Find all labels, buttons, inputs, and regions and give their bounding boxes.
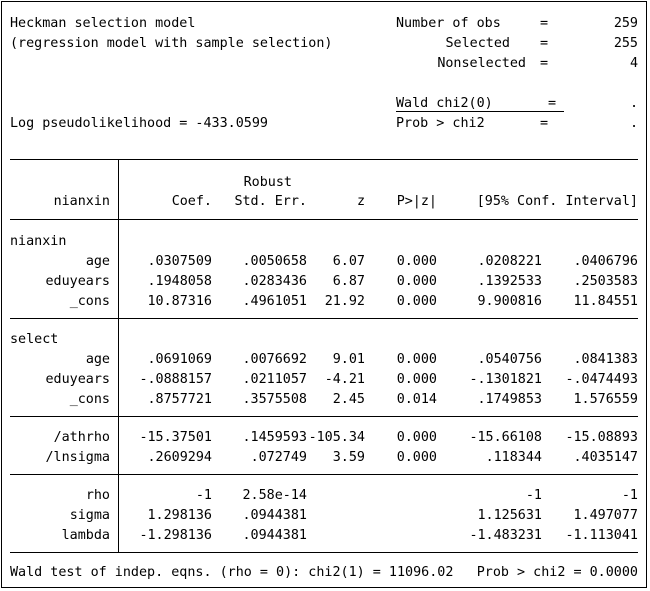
column-separator [118,159,119,552]
cell-hi: 1.576559 [573,391,638,407]
row-label: age [85,352,110,367]
cell-se: .0283436 [242,273,307,289]
cell-hi: 1.497077 [573,507,638,523]
cell-z: 21.92 [324,293,365,309]
cell-coef: -1 [195,488,212,503]
cell-lo: .0208221 [477,254,542,269]
robust-header: Robust [243,175,292,190]
stata-output-panel [1,1,647,588]
cell-se: .0076692 [242,352,307,367]
wald-test-indep: Wald test of indep. eqns. (rho = 0): chi2(1) = 11096.02 [10,565,454,580]
row-label: sigma [69,507,110,523]
row-label: _cons [69,293,110,309]
nonselected-label: Nonselected [437,56,526,71]
cell-se: .0050658 [242,254,307,269]
cell-se: 2.58e-14 [242,488,307,503]
cell-lo: 9.900816 [477,293,542,309]
cell-p: 0.000 [396,430,437,445]
cell-lo: -1.483231 [469,527,542,543]
cell-hi: .0406796 [573,254,638,269]
cell-se: .0944381 [242,507,307,523]
cell-z: -105.34 [308,430,365,445]
selected-label: Selected [445,36,510,51]
prob-chi2-label: Prob > chi2 [396,116,485,131]
cell-p: 0.000 [396,254,437,269]
cell-hi: .2503583 [573,273,638,289]
cell-lo: -1 [525,488,542,503]
nobs-eq: = [540,16,549,31]
cell-z: 6.87 [332,273,365,289]
cell-coef: .8757721 [147,391,212,407]
nonselected-eq: = [540,56,549,71]
nobs-value: 259 [613,16,638,31]
wald-chi2-label: Wald chi2(0) [396,96,493,111]
cell-se: .3575508 [242,391,307,407]
cell-coef: -.0888157 [139,371,212,387]
cell-se: .1459593 [242,430,307,445]
cell-hi: -1 [621,488,638,503]
cell-coef: 1.298136 [147,507,212,523]
selected-eq: = [540,36,549,51]
selected-value: 255 [613,36,638,51]
wald-chi2-eq: = [548,96,557,111]
p-header: P>|z| [396,194,437,209]
cell-hi: 11.84551 [573,293,638,309]
cell-coef: .2609294 [147,449,212,465]
cell-p: 0.000 [396,371,437,387]
nobs-label: Number of obs [396,16,501,31]
table-bottom-rule [10,552,638,553]
cell-p: 0.000 [396,449,437,465]
cell-p: 0.014 [396,391,437,407]
cell-p: 0.000 [396,273,437,289]
cell-hi: -15.08893 [565,430,638,445]
cell-lo: .1749853 [477,391,542,407]
section-rule [10,474,638,475]
section-rule [10,416,638,417]
nonselected-value: 4 [629,56,638,71]
wald-chi2-value: . [629,96,638,111]
cell-p: 0.000 [396,293,437,309]
cell-lo: -15.66108 [469,430,542,445]
row-label: lambda [61,527,110,543]
cell-z: 3.59 [332,449,365,465]
model-title: Heckman selection model [10,16,196,31]
row-label: /athrho [53,430,110,445]
table-top-rule [10,159,638,160]
cell-p: 0.000 [396,352,437,367]
row-label: _cons [69,391,110,407]
cell-coef: .0307509 [147,254,212,269]
section-label-select: select [10,332,59,347]
cell-se: .4961051 [242,293,307,309]
cell-z: 6.07 [332,254,365,269]
coef-header: Coef. [171,194,212,209]
cell-lo: .118344 [485,449,542,465]
cell-coef: 10.87316 [147,293,212,309]
row-label: eduyears [45,273,110,289]
cell-z: 2.45 [332,391,365,407]
cell-hi: -.0474493 [565,371,638,387]
cell-coef: .0691069 [147,352,212,367]
row-label: /lnsigma [45,449,110,465]
section-rule [10,318,638,319]
cell-lo: -.1301821 [469,371,542,387]
cell-se: .072749 [250,449,307,465]
section-label-nianxin: nianxin [10,234,67,249]
model-subtitle: (regression model with sample selection) [10,36,333,51]
row-label: rho [85,488,110,503]
prob-chi2-eq: = [540,116,549,131]
cell-coef: -1.298136 [139,527,212,543]
wald-test-prob: Prob > chi2 = 0.0000 [476,565,638,580]
dep-var-header: nianxin [53,194,110,209]
cell-coef: -15.37501 [139,430,212,445]
cell-z: -4.21 [324,371,365,387]
header-rule [10,219,638,220]
z-header: z [356,194,365,209]
cell-hi: .0841383 [573,352,638,367]
cell-hi: .4035147 [573,449,638,465]
cell-se: .0944381 [242,527,307,543]
prob-chi2-value: . [629,116,638,131]
cell-hi: -1.113041 [565,527,638,543]
cell-lo: .1392533 [477,273,542,289]
cell-coef: .1948058 [147,273,212,289]
stderr-header: Std. Err. [234,194,307,209]
cell-lo: .0540756 [477,352,542,367]
cell-lo: 1.125631 [477,507,542,523]
ci-header: [95% Conf. Interval] [476,194,638,209]
row-label: age [85,254,110,269]
row-label: eduyears [45,371,110,387]
cell-z: 9.01 [332,352,365,367]
cell-se: .0211057 [242,371,307,387]
wald-underline [396,111,564,112]
log-pseudolikelihood: Log pseudolikelihood = -433.0599 [10,116,268,131]
